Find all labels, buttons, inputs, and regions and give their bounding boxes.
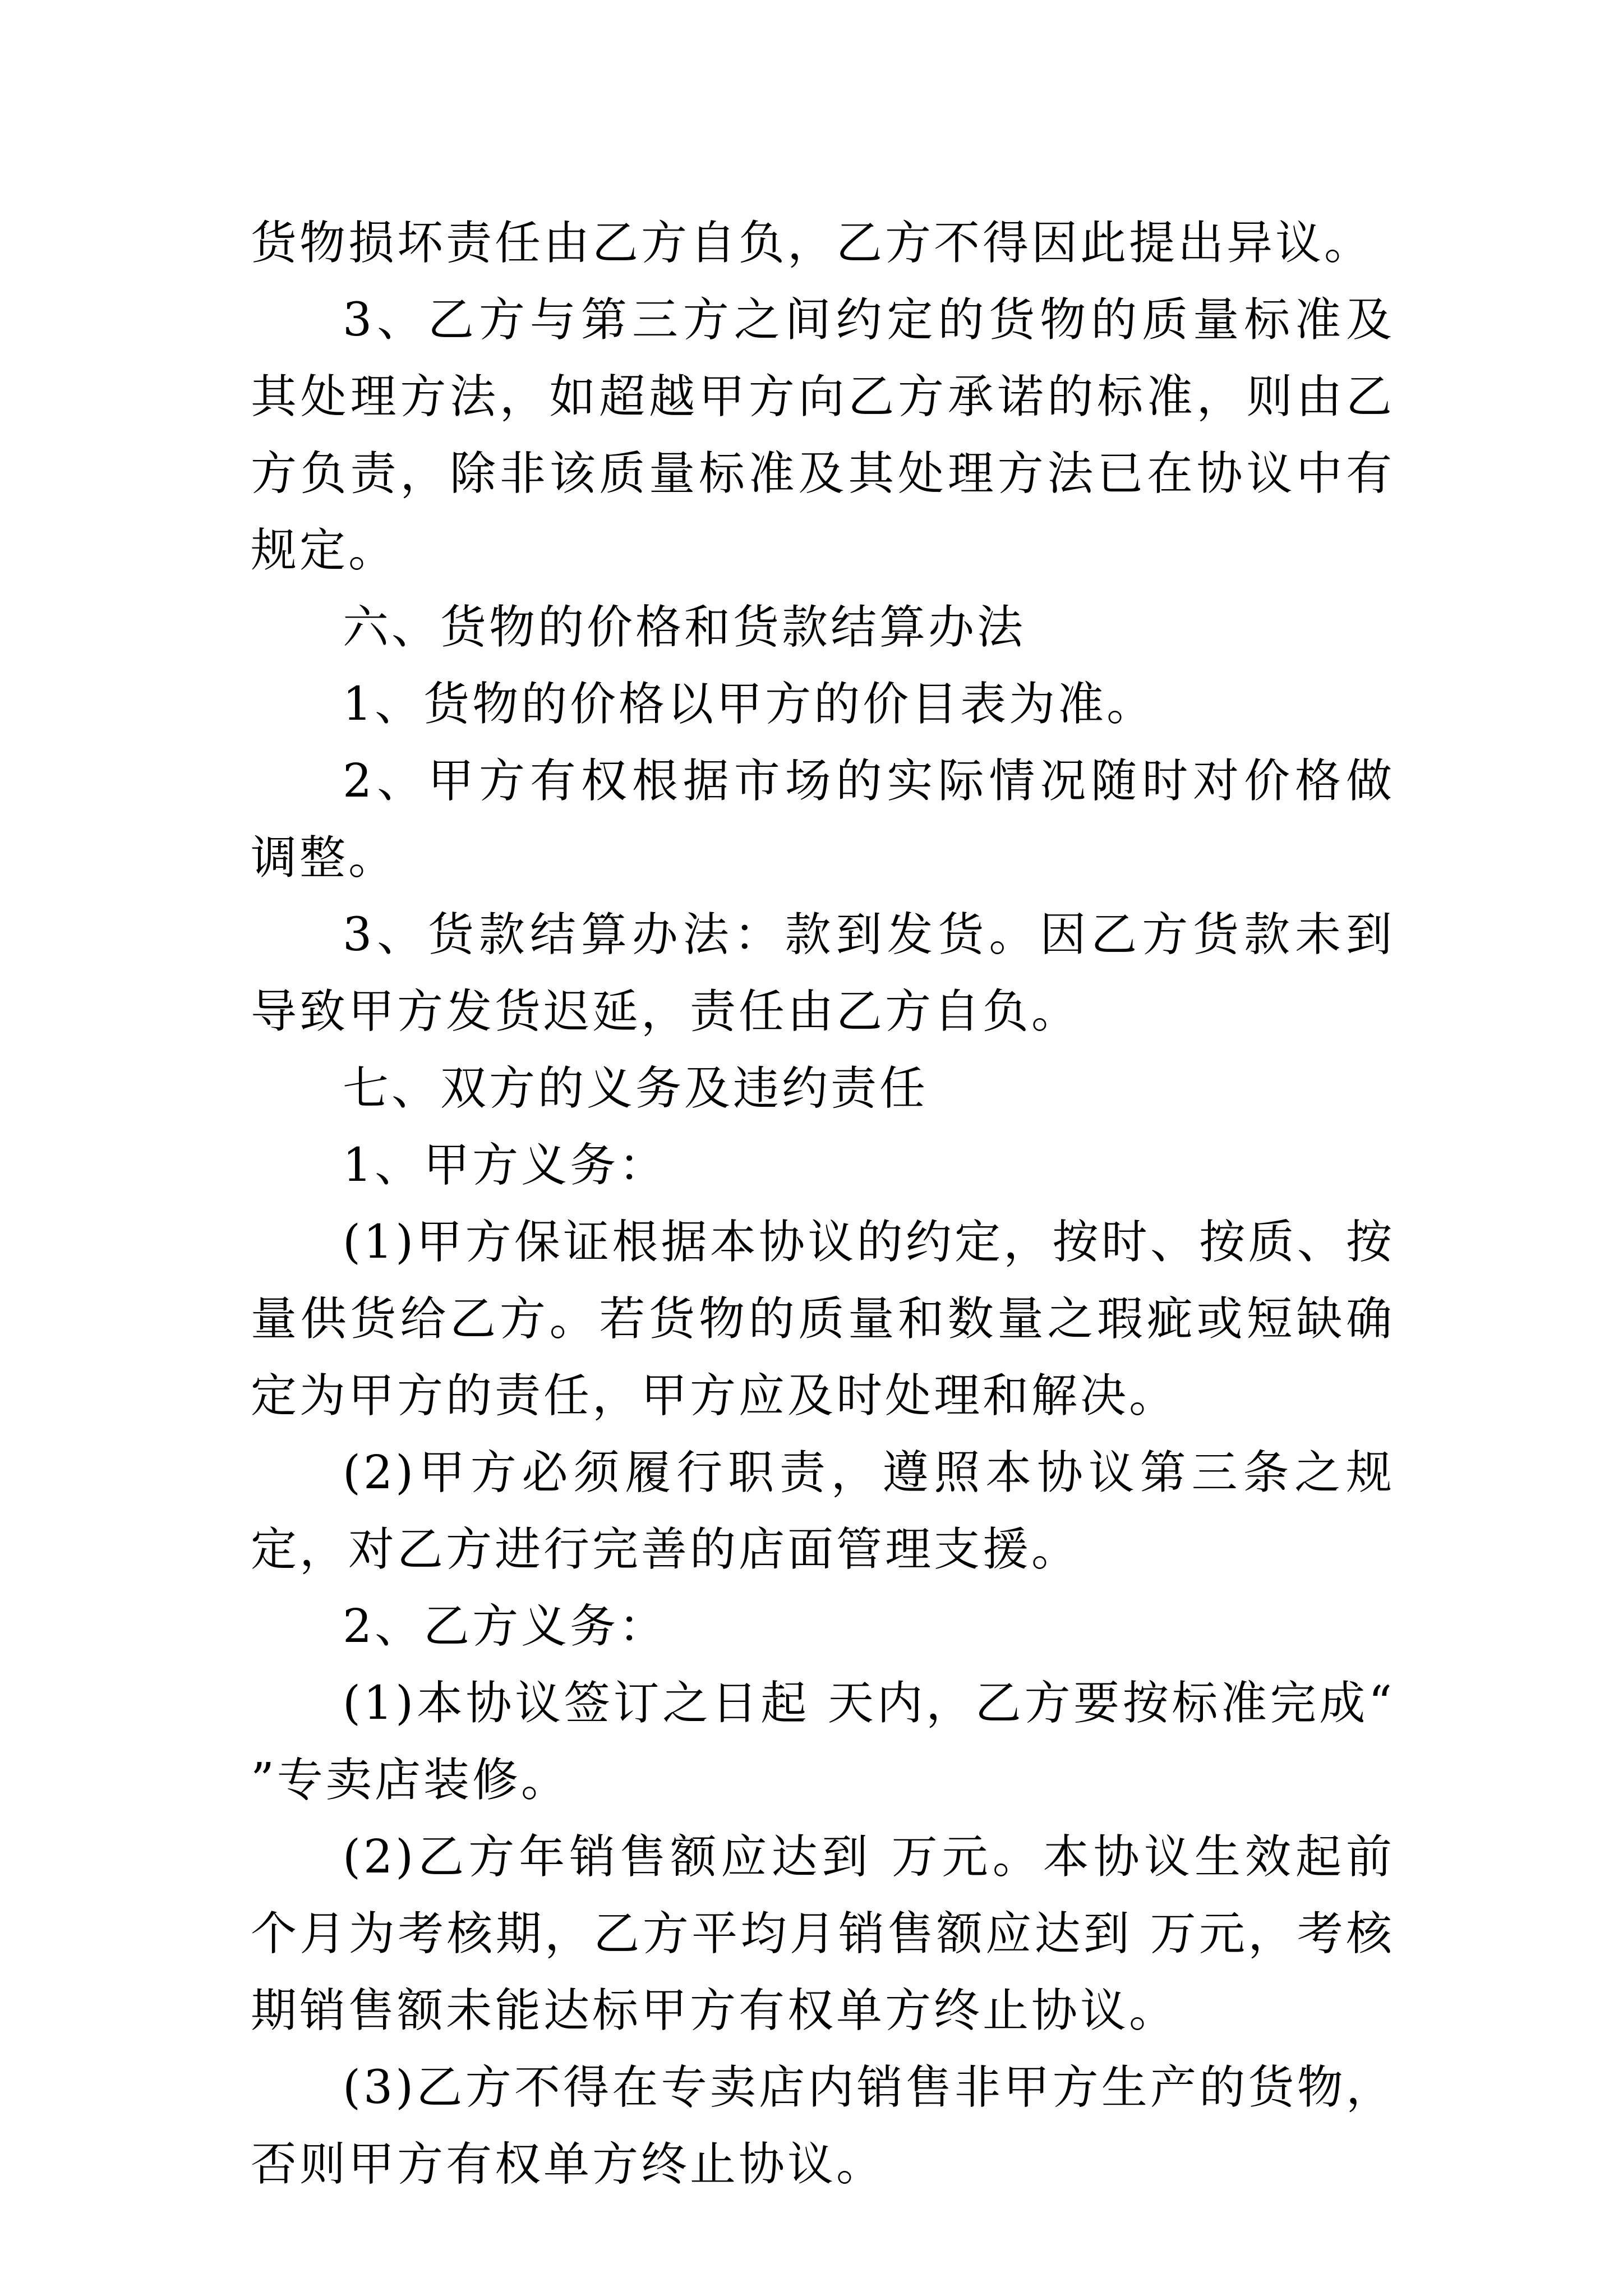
- paragraph-payment-method: 3、货款结算办法：款到发货。因乙方货款未到导致甲方发货迟延，责任由乙方自负。: [251, 908, 1395, 1038]
- paragraph-party-b-exclusive: (3)乙方不得在专卖店内销售非甲方生产的货物，否则甲方有权单方终止协议。: [251, 2061, 1395, 2191]
- paragraph-party-a-support: (2)甲方必须履行职责，遵照本协议第三条之规定，对乙方进行完善的店面管理支援。: [251, 1446, 1395, 1576]
- paragraph-party-a-supply: (1)甲方保证根据本协议的约定，按时、按质、按量供货给乙方。若货物的质量和数量之瑕疵或短缺确定为甲方的责任，甲方应及时处理和解决。: [251, 1216, 1395, 1423]
- paragraph-damage-liability: 货物损坏责任由乙方自负，乙方不得因此提出异议。: [251, 217, 1373, 270]
- section-heading-price-settlement: 六、货物的价格和货款结算办法: [343, 601, 1026, 654]
- paragraph-party-b-sales-target: (2)乙方年销售额应达到 万元。本协议生效起前 个月为考核期，乙方平均月销售额应达到 万元，考核期销售额未能达标甲方有权单方终止协议。: [251, 1830, 1395, 2037]
- subheading-party-a-obligations: 1、甲方义务：: [343, 1139, 668, 1192]
- subheading-party-b-obligations: 2、乙方义务：: [343, 1600, 668, 1653]
- section-heading-obligations: 七、双方的义务及违约责任: [343, 1062, 929, 1115]
- document-body: [251, 205, 1395, 2203]
- paragraph-price-adjustment: 2、甲方有权根据市场的实际情况随时对价格做调整。: [251, 754, 1395, 885]
- paragraph-quality-standard: 3、乙方与第三方之间约定的货物的质量标准及其处理方法，如超越甲方向乙方承诺的标准，则由乙方负责，除非该质量标准及其处理方法已在协议中有规定。: [251, 293, 1395, 577]
- paragraph-price-list: 1、货物的价格以甲方的价目表为准。: [343, 678, 1156, 731]
- paragraph-party-b-renovation: (1)本协议签订之日起 天内，乙方要按标准完成“ ”专卖店装修。: [251, 1677, 1395, 1807]
